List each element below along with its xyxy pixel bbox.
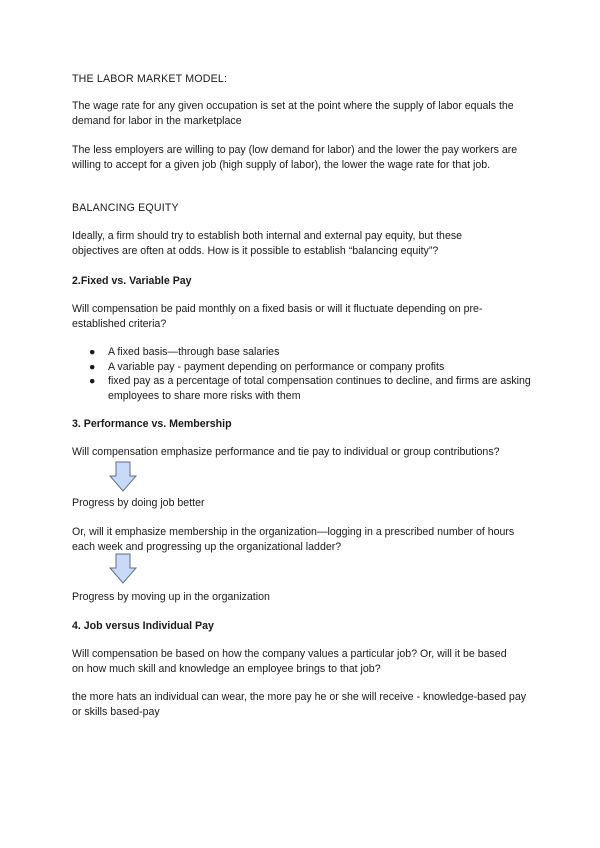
labor-market-para-2: The less employers are willing to pay (low demand for labor) and the lower the pay workers are willing to accept for a given job (high supply of labor), the lower the wage rate for that job. — [72, 144, 518, 171]
fixed-variable-list — [72, 345, 542, 403]
fixed-variable-para: Will compensation be paid monthly on a fixed basis or will it fluctuate depending on pre-established criteria? — [72, 303, 483, 330]
fixed-variable-title: 2.Fixed vs. Variable Pay — [72, 275, 192, 287]
membership-question: Or, will it emphasize membership in the organization—logging in a prescribed number of hours each week and progressing up the organizational ladder? — [72, 526, 515, 553]
job-individual-title: 4. Job versus Individual Pay — [72, 620, 214, 632]
list-item: ● A variable pay - payment depending on performance or company profits — [89, 360, 445, 373]
labor-market-title: THE LABOR MARKET MODEL: — [72, 73, 228, 85]
membership-result: Progress by moving up in the organization — [72, 591, 270, 603]
bullet-icon: ● — [89, 375, 96, 387]
down-arrow-icon — [108, 461, 138, 493]
performance-membership-title: 3. Performance vs. Membership — [72, 418, 232, 430]
balancing-equity-para: Ideally, a firm should try to establish both internal and external pay equity, but these objectives are often at odds. How is it possible to establish “balancing equity”? — [72, 230, 463, 257]
performance-question: Will compensation emphasize performance and tie pay to individual or group contributions? — [72, 446, 500, 458]
list-item: ● fixed pay as a percentage of total compensation continues to decline, and firms are asking employees to share more risks with them — [89, 375, 531, 402]
job-individual-para-1: Will compensation be based on how the company values a particular job? Or, will it be based on how much skill and knowledge an employee brings to that job? — [72, 648, 507, 675]
list-item: ● A fixed basis—through base salaries — [89, 346, 280, 358]
job-individual-para-2: the more hats an individual can wear, the more pay he or she will receive - knowledge-based pay or skills based-pay — [72, 691, 527, 718]
bullet-icon: ● — [89, 360, 96, 373]
labor-market-para-1: The wage rate for any given occupation is set at the point where the supply of labor equals the demand for labor in the marketplace — [72, 100, 514, 127]
balancing-equity-title: BALANCING EQUITY — [72, 202, 179, 214]
down-arrow-icon — [108, 553, 138, 585]
performance-result: Progress by doing job better — [72, 497, 205, 509]
bullet-icon: ● — [89, 346, 96, 358]
